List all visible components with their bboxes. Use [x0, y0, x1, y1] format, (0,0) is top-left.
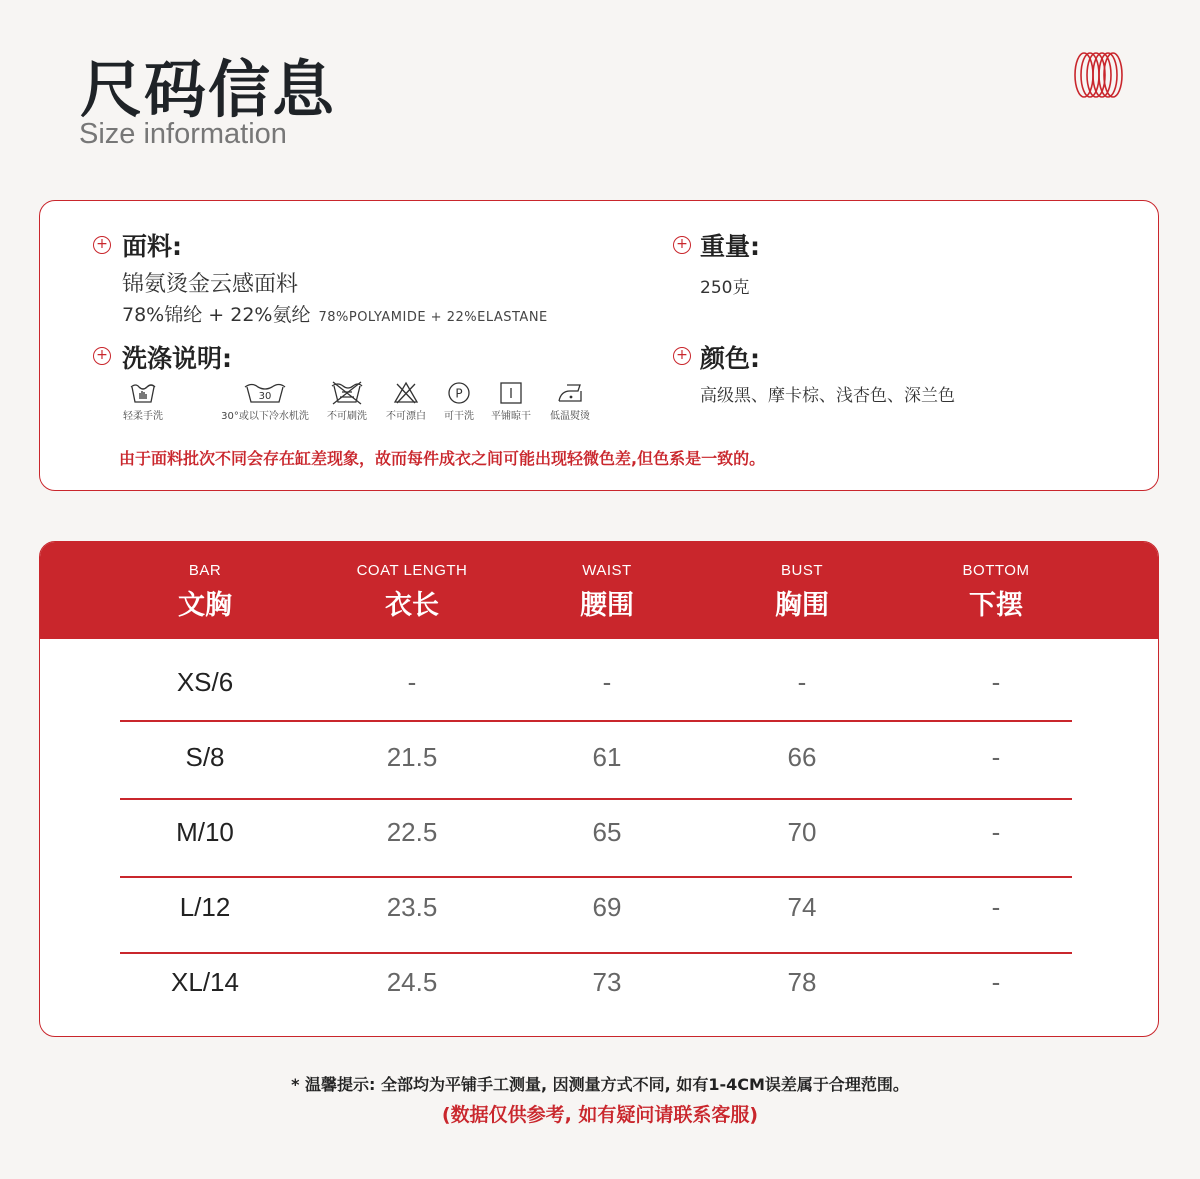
coat-length-cell: -	[407, 667, 417, 697]
product-info-card	[39, 200, 1159, 491]
waist-cell: -	[602, 667, 612, 697]
column-header-coat-length	[312, 542, 512, 622]
column-header-en: WAIST	[582, 562, 632, 579]
dry-flat-icon	[498, 381, 524, 405]
size-cell: XL/14	[171, 967, 239, 997]
waist-cell: 73	[592, 967, 622, 997]
care-label: 平铺晾干	[491, 411, 531, 422]
weight-title: 重量:	[700, 232, 760, 261]
column-header-bar	[105, 542, 305, 622]
coat-length-cell: 22.5	[386, 817, 438, 847]
wash-30-icon	[244, 381, 286, 405]
plus-circle-icon: +	[93, 236, 111, 254]
column-header-en: BUST	[780, 562, 823, 579]
column-header-cn: 下摆	[969, 590, 1023, 621]
colors-title: 颜色:	[700, 344, 760, 373]
rings-logo-icon	[1070, 50, 1126, 100]
column-header-en: BAR	[188, 562, 222, 579]
iron-low-icon	[556, 381, 584, 405]
care-item	[436, 381, 482, 422]
care-item	[321, 381, 373, 422]
bottom-cell: -	[991, 892, 1001, 922]
size-table-header	[40, 542, 1158, 639]
table-row	[40, 795, 1158, 871]
plus-circle-icon: +	[673, 236, 691, 254]
bottom-cell: -	[991, 742, 1001, 772]
coat-length-cell: 21.5	[386, 742, 438, 772]
no-brush-icon	[331, 381, 363, 405]
care-label: 不可漂白	[386, 411, 426, 422]
column-header-cn: 胸围	[775, 590, 829, 621]
dry-clean-letter: P	[455, 386, 463, 401]
bust-cell: -	[797, 667, 807, 697]
column-header-cn: 腰围	[580, 590, 634, 621]
care-label: 30°或以下冷水机洗	[221, 411, 309, 422]
colors-value: 高级黑、摩卡棕、浅杏色、深兰色	[700, 386, 955, 406]
waist-cell: 65	[592, 817, 622, 847]
size-cell: M/10	[176, 817, 234, 847]
care-item	[544, 381, 596, 422]
washing-title: 洗涤说明:	[122, 344, 232, 373]
wash-30-text: 30	[258, 391, 272, 402]
fabric-composition	[122, 300, 548, 327]
table-row	[40, 945, 1158, 1021]
page-subtitle: Size information	[79, 118, 287, 150]
size-table-card	[39, 541, 1159, 1037]
size-cell: XS/6	[176, 667, 234, 697]
column-header-bottom	[896, 542, 1096, 622]
size-cell: S/8	[185, 742, 225, 772]
care-label: 不可刷洗	[327, 411, 367, 422]
coat-length-cell: 24.5	[386, 967, 438, 997]
measurement-tip: * 温馨提示: 全部均为平铺手工测量, 因测量方式不同, 如有1-4CM误差属于合理范围。	[291, 1075, 909, 1094]
dry-clean-icon	[446, 381, 472, 405]
page-title: 尺码信息	[80, 53, 337, 126]
care-item	[380, 381, 432, 422]
bust-cell: 78	[787, 967, 817, 997]
column-header-waist	[507, 542, 707, 622]
column-header-en: COAT LENGTH	[356, 562, 468, 579]
column-header-cn: 文胸	[178, 590, 232, 621]
care-label: 可干洗	[444, 411, 474, 422]
table-row	[40, 720, 1158, 796]
plus-circle-icon: +	[93, 347, 111, 365]
care-item	[486, 381, 536, 422]
waist-cell: 69	[592, 892, 622, 922]
reference-disclaimer: (数据仅供参考, 如有疑问请联系客服)	[441, 1104, 759, 1126]
bust-cell: 66	[787, 742, 817, 772]
bust-cell: 74	[787, 892, 817, 922]
coat-length-cell: 23.5	[386, 892, 438, 922]
care-label: 轻柔手洗	[123, 411, 163, 422]
column-header-bust	[702, 542, 902, 622]
plus-circle-icon: +	[673, 347, 691, 365]
care-item	[118, 381, 168, 422]
column-header-en: BOTTOM	[962, 562, 1030, 579]
gentle-hand-wash-icon	[130, 381, 156, 405]
bust-cell: 70	[787, 817, 817, 847]
fabric-title: 面料:	[122, 232, 182, 261]
fabric-composition-cn: 78%锦纶 + 22%氨纶	[122, 304, 311, 326]
fabric-composition-en: 78%POLYAMIDE + 22%ELASTANE	[318, 310, 548, 325]
size-cell: L/12	[179, 892, 231, 922]
column-header-cn: 衣长	[385, 590, 439, 621]
bottom-cell: -	[991, 817, 1001, 847]
no-bleach-icon	[393, 381, 419, 405]
bottom-cell: -	[991, 967, 1001, 997]
color-variance-note: 由于面料批次不同会存在缸差现象，故而每件成衣之间可能出现轻微色差,但色系是一致的。	[119, 449, 766, 468]
table-row	[40, 870, 1158, 946]
bottom-cell: -	[991, 667, 1001, 697]
weight-value: 250克	[700, 278, 750, 298]
fabric-name: 锦氨烫金云感面料	[122, 272, 299, 297]
waist-cell: 61	[592, 742, 622, 772]
care-label: 低温熨烫	[550, 411, 590, 422]
care-item	[210, 381, 320, 422]
table-row	[40, 645, 1158, 721]
